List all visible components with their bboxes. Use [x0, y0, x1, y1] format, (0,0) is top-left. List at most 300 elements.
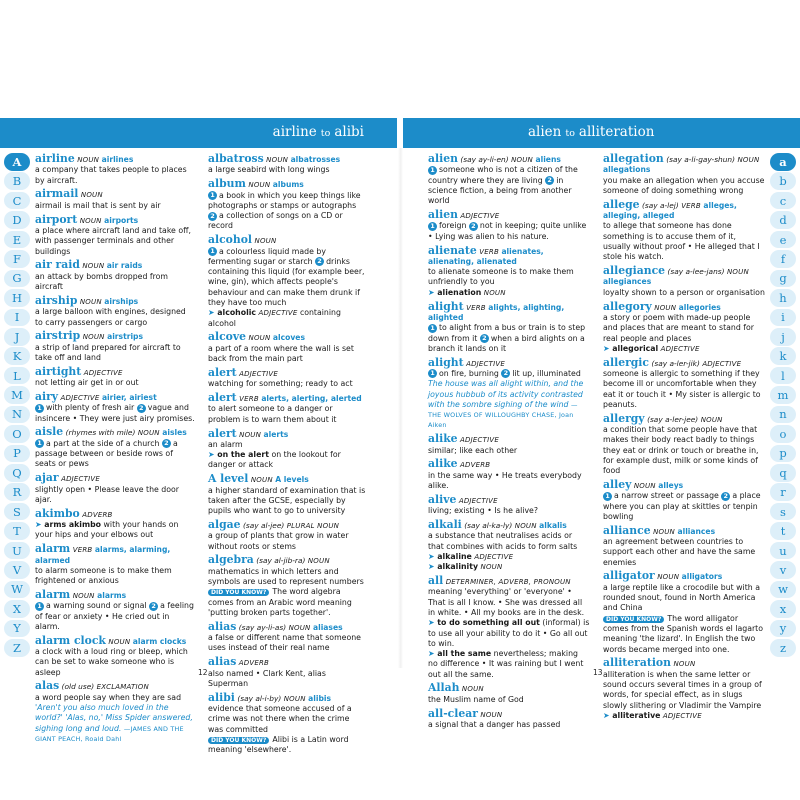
- page-number-right: 13: [593, 668, 603, 677]
- definition: a place where you can play at skittles or tenpin bowling: [603, 491, 761, 521]
- part-of-speech: VERB: [72, 546, 93, 555]
- headword[interactable]: alight: [428, 355, 464, 369]
- derived-form: [208, 308, 366, 329]
- part-of-speech: NOUN: [80, 191, 103, 200]
- definition: in science fiction, a being from another world: [428, 175, 572, 206]
- headword[interactable]: airline: [35, 152, 75, 165]
- alphabet-tab-a[interactable]: A: [4, 153, 30, 171]
- entry-head: [208, 153, 366, 165]
- part-of-speech: VERB: [239, 395, 259, 404]
- headword[interactable]: alight: [428, 299, 464, 313]
- dictionary-entry: [208, 621, 366, 654]
- definition: a false or different name that someone uses instead of their real name: [208, 633, 361, 653]
- headword[interactable]: aisle: [35, 425, 64, 439]
- range-end-word: alibi: [334, 124, 364, 140]
- headword[interactable]: allergic: [603, 355, 649, 369]
- alphabet-tab-p[interactable]: p: [770, 445, 796, 463]
- pronunciation: (say a-lej): [641, 200, 679, 210]
- headword[interactable]: A level: [208, 472, 249, 486]
- definition: a part of a room where the wall is set back from the main part: [208, 343, 354, 364]
- entry-head: [35, 366, 195, 378]
- alphabet-tab-o[interactable]: O: [4, 425, 30, 443]
- dictionary-entry: [208, 656, 366, 689]
- headword[interactable]: alert: [208, 426, 237, 440]
- entry-head: [428, 433, 590, 445]
- definition: slightly open • Please leave the door ajar.: [35, 484, 179, 504]
- column-4: [603, 152, 765, 720]
- pronunciation: (say a-ler-jee): [647, 414, 699, 424]
- definition-text: [35, 693, 195, 703]
- derived-label: arms akimbo: [44, 520, 102, 530]
- derived-label: alienation: [437, 287, 482, 297]
- alphabet-tab-b[interactable]: b: [770, 172, 796, 190]
- headword[interactable]: air raid: [35, 258, 80, 272]
- dictionary-entry: [35, 366, 195, 389]
- alphabet-tab-v[interactable]: V: [4, 561, 30, 579]
- dictionary-entry: [208, 331, 366, 364]
- arrow-icon: ➤: [603, 710, 610, 720]
- part-of-speech: VERB: [479, 247, 499, 256]
- dictionary-entry: [35, 472, 195, 505]
- definition: to allege that someone has done something is to accuse them of it, usually without proof • He alleged that I stole his watch.: [603, 221, 760, 262]
- headword[interactable]: allegory: [603, 299, 652, 313]
- headword[interactable]: alien: [428, 152, 458, 165]
- quotation-source: —JAMES AND THE GIANT PEACH, Roald Dahl: [35, 724, 184, 743]
- derived-word: [428, 288, 481, 297]
- derived-definition: containing alcohol: [208, 308, 341, 328]
- alphabet-tab-x[interactable]: x: [770, 600, 796, 618]
- definition-text: [208, 379, 366, 389]
- definition-text: [35, 307, 195, 328]
- left-page-range: [273, 124, 364, 140]
- derived-form: [208, 450, 366, 471]
- derived-pos: ADJECTIVE: [662, 711, 702, 720]
- alphabet-tab-s[interactable]: s: [770, 503, 796, 521]
- dictionary-entry: [35, 188, 195, 211]
- headword[interactable]: airstrip: [35, 329, 81, 343]
- inflections: alleges, alleging, alleged: [603, 200, 737, 221]
- alphabet-tab-l[interactable]: l: [770, 367, 796, 385]
- entry-head: [35, 259, 195, 271]
- alphabet-tab-t[interactable]: t: [770, 522, 796, 540]
- alphabet-tab-g[interactable]: g: [770, 270, 796, 288]
- definition-text: [428, 323, 590, 354]
- dictionary-entry: [428, 209, 590, 242]
- entry-head: [35, 426, 195, 438]
- dictionary-entry: [603, 265, 765, 298]
- part-of-speech: NOUN: [726, 268, 749, 277]
- alphabet-tab-t[interactable]: T: [4, 522, 30, 540]
- inflections: alerts, alerting, alerted: [261, 394, 362, 404]
- range-start-word: alien: [528, 124, 562, 140]
- part-of-speech: ADVERB: [82, 510, 113, 519]
- alphabet-tab-s[interactable]: S: [4, 503, 30, 521]
- entry-head: [603, 570, 765, 582]
- inflections: albums: [272, 180, 304, 190]
- definition: in the same way • He treats everybody alike.: [428, 470, 582, 491]
- alphabet-tab-q[interactable]: q: [770, 464, 796, 482]
- column-1: [35, 152, 195, 743]
- alphabet-tab-i[interactable]: i: [770, 309, 796, 327]
- headword[interactable]: alienate: [428, 243, 477, 257]
- alphabet-tab-g[interactable]: G: [4, 270, 30, 288]
- entry-head: [428, 519, 590, 531]
- definition-text: [208, 633, 366, 654]
- sense-number-badge: 1: [35, 404, 44, 413]
- headword[interactable]: algae: [208, 518, 241, 531]
- part-of-speech: VERB: [466, 303, 486, 312]
- inflections: A levels: [275, 475, 309, 485]
- entry-head: [208, 554, 366, 566]
- derived-word: [208, 308, 256, 317]
- part-of-speech: ADJECTIVE: [83, 368, 123, 377]
- arrow-icon: ➤: [208, 450, 215, 460]
- headword[interactable]: allergy: [603, 411, 645, 425]
- alphabet-tab-i[interactable]: I: [4, 309, 30, 327]
- alphabet-tab-j[interactable]: j: [770, 328, 796, 346]
- inflections: aliens: [535, 155, 561, 164]
- dictionary-entry: [35, 543, 195, 586]
- definition: to alight from a bus or train is to step down from it: [428, 323, 586, 343]
- dictionary-entry: [208, 473, 366, 516]
- part-of-speech: NOUN: [654, 303, 677, 312]
- entry-head: [603, 153, 765, 176]
- headword[interactable]: albatross: [208, 152, 264, 165]
- derived-definition: nevertheless; making no difference • It was raining but I went out all the same.: [428, 649, 584, 679]
- headword[interactable]: alligator: [603, 569, 655, 583]
- alphabet-tab-j[interactable]: J: [4, 328, 30, 346]
- definition: not in keeping; quite unlike • Lying was alien to his nature.: [428, 221, 587, 241]
- definition: a large seabird with long wings: [208, 165, 330, 175]
- dictionary-entry: [428, 301, 590, 355]
- inflections: airlines: [101, 155, 134, 164]
- definition-text: [428, 720, 590, 730]
- entry-head: [35, 391, 195, 403]
- headword[interactable]: alias: [208, 655, 237, 669]
- dictionary-entry: [208, 692, 366, 756]
- inflections: airstrips: [107, 332, 144, 342]
- alphabet-tab-c[interactable]: c: [770, 192, 796, 210]
- alphabet-tab-z[interactable]: z: [770, 639, 796, 657]
- headword[interactable]: alarm: [35, 542, 71, 556]
- part-of-speech: DETERMINER, ADVERB, PRONOUN: [445, 578, 571, 587]
- definition-text: [208, 191, 366, 232]
- headword[interactable]: allegation: [603, 152, 664, 165]
- headword[interactable]: alert: [208, 365, 237, 379]
- alphabet-tab-b[interactable]: B: [4, 172, 30, 190]
- derived-word: [603, 711, 660, 720]
- quotation: The house was all alight within, and the joyous hubbub of its activity contrasted with the sombre sighing of the wind: [428, 379, 584, 409]
- derived-form: [428, 618, 590, 649]
- entry-head: [35, 153, 195, 165]
- entry-head: [208, 473, 366, 485]
- pronunciation: (old use): [61, 682, 95, 692]
- part-of-speech: NOUN: [239, 430, 262, 439]
- headword[interactable]: album: [208, 177, 246, 191]
- quotation-block: [35, 703, 195, 744]
- definition-text: [603, 583, 765, 614]
- headword[interactable]: alive: [428, 492, 457, 506]
- dictionary-entry: [428, 519, 590, 573]
- part-of-speech: ADJECTIVE: [466, 359, 505, 368]
- derived-definition: with your hands on your hips and your elbows out: [35, 520, 179, 540]
- sense-number-badge: 2: [501, 369, 510, 378]
- entry-head: [428, 458, 590, 470]
- entry-head: [428, 682, 590, 694]
- arrow-icon: ➤: [428, 551, 435, 561]
- entry-head: [208, 234, 366, 246]
- definition-text: [603, 491, 765, 522]
- part-of-speech: NOUN: [254, 237, 277, 246]
- headword[interactable]: all: [428, 574, 444, 588]
- part-of-speech: NOUN: [79, 297, 102, 306]
- definition-text: [208, 486, 366, 517]
- entry-head: [603, 199, 765, 222]
- headword[interactable]: alliteration: [603, 656, 671, 670]
- arrow-icon: ➤: [428, 649, 435, 659]
- headword[interactable]: alarm clock: [35, 633, 106, 647]
- headword[interactable]: allege: [603, 197, 640, 211]
- headword[interactable]: alert: [208, 391, 237, 405]
- definition: a book in which you keep things like photographs or stamps or autographs: [208, 190, 361, 210]
- alphabet-tab-f[interactable]: f: [770, 250, 796, 268]
- dictionary-entry: [208, 178, 366, 232]
- alphabet-tab-m[interactable]: m: [770, 386, 796, 404]
- alphabet-tab-d[interactable]: d: [770, 211, 796, 229]
- alphabet-tab-u[interactable]: U: [4, 542, 30, 560]
- part-of-speech: NOUN: [82, 262, 105, 271]
- derived-label: all the same: [437, 649, 492, 659]
- arrow-icon: ➤: [603, 343, 610, 353]
- entry-head: [35, 508, 195, 520]
- dictionary-entry: [208, 392, 366, 425]
- part-of-speech: NOUN: [72, 591, 95, 600]
- part-of-speech: ADJECTIVE: [61, 475, 100, 484]
- headword[interactable]: alcove: [208, 330, 247, 344]
- definition-text: [35, 165, 195, 186]
- part-of-speech: EXCLAMATION: [96, 683, 149, 692]
- arrow-icon: ➤: [428, 287, 435, 297]
- alphabet-tab-h[interactable]: H: [4, 289, 30, 307]
- sense-number-badge: 2: [721, 492, 730, 501]
- sense-number-badge: 1: [603, 492, 612, 501]
- part-of-speech: ADJECTIVE: [702, 359, 742, 368]
- definition-text: [35, 343, 195, 364]
- entry-head: [208, 367, 366, 379]
- alphabet-tab-w[interactable]: W: [4, 581, 30, 599]
- definition-text: [603, 369, 765, 410]
- dictionary-entry: [208, 554, 366, 618]
- headword[interactable]: alkali: [428, 518, 462, 531]
- definition-text: [208, 404, 366, 425]
- definition-text: [603, 288, 765, 298]
- headword[interactable]: alien: [428, 208, 458, 222]
- entry-head: [208, 621, 366, 633]
- alphabet-tab-f[interactable]: F: [4, 250, 30, 268]
- alphabet-tab-p[interactable]: P: [4, 445, 30, 463]
- definition: a clock with a loud ring or bleep, which can be set to wake someone who is asleep: [35, 647, 188, 677]
- dictionary-entry: [603, 357, 765, 411]
- alphabet-tab-e[interactable]: e: [770, 231, 796, 249]
- definition: a narrow street or passage: [614, 491, 719, 501]
- part-of-speech: NOUN: [657, 573, 680, 582]
- right-page-range: [528, 124, 654, 140]
- definition: vague and insincere • They were just airy promises.: [35, 403, 195, 423]
- entry-head: [35, 589, 195, 601]
- definition-text: [35, 272, 195, 293]
- pronunciation: (say al-ka-ly): [464, 521, 513, 530]
- entry-head: [208, 331, 366, 343]
- entry-head: [35, 214, 195, 226]
- definition: not letting air get in or out: [35, 378, 139, 388]
- alphabet-tab-o[interactable]: o: [770, 425, 796, 443]
- page-number-left: 12: [198, 668, 208, 677]
- sense-number-badge: 1: [428, 369, 437, 378]
- part-of-speech: ADJECTIVE: [239, 369, 279, 378]
- alphabet-tab-u[interactable]: u: [770, 542, 796, 560]
- derived-pos: ADJECTIVE: [258, 309, 298, 318]
- definition-text: [428, 369, 590, 379]
- entry-head: [428, 153, 590, 165]
- headword[interactable]: alike: [428, 432, 458, 446]
- pronunciation: (say a-ler-jik): [651, 358, 700, 368]
- sense-number-badge: 2: [208, 212, 217, 221]
- definition: an alarm: [208, 439, 243, 449]
- derived-form: [603, 344, 765, 354]
- pronunciation: (say ay-li-as): [238, 622, 287, 632]
- definition: foreign: [439, 221, 467, 231]
- alphabet-tab-l[interactable]: L: [4, 367, 30, 385]
- headword[interactable]: ajar: [35, 471, 59, 485]
- headword[interactable]: alias: [208, 619, 237, 633]
- inflections: airier, airiest: [101, 393, 157, 402]
- definition: someone who is not a citizen of the country where they are living: [428, 165, 578, 185]
- dictionary-entry: [428, 458, 590, 491]
- headword[interactable]: alley: [603, 477, 632, 491]
- definition: lit up, illuminated: [512, 368, 581, 378]
- definition: a strip of land prepared for aircraft to take off and land: [35, 342, 181, 363]
- inflections: alleys: [658, 480, 684, 490]
- entry-head: [35, 188, 195, 200]
- derived-label: allegorical: [612, 343, 659, 353]
- inflections: alienates, alienating, alienated: [428, 246, 544, 266]
- alphabet-tab-k[interactable]: K: [4, 347, 30, 365]
- sense-number-badge: 1: [208, 247, 217, 256]
- did-you-know-badge: DID YOU KNOW?: [208, 589, 269, 596]
- entry-head: [428, 301, 590, 324]
- dictionary-entry: [428, 153, 590, 207]
- headword[interactable]: allegiance: [603, 264, 666, 278]
- alphabet-tab-c[interactable]: C: [4, 192, 30, 210]
- alphabet-tab-y[interactable]: Y: [4, 620, 30, 638]
- pronunciation: (say a-lee-jans): [667, 267, 725, 277]
- inflections: allegations: [603, 165, 651, 175]
- definition: a collection of songs on a CD or record: [208, 211, 343, 231]
- alphabet-tab-z[interactable]: Z: [4, 639, 30, 657]
- alphabet-tab-m[interactable]: M: [4, 386, 30, 404]
- alphabet-tab-r[interactable]: R: [4, 483, 30, 501]
- headword[interactable]: alarm: [35, 587, 71, 601]
- dictionary-entry: [35, 635, 195, 678]
- headword[interactable]: alliance: [603, 523, 651, 537]
- inflections: aliases: [312, 622, 343, 632]
- definition: living; existing • Is he alive?: [428, 506, 538, 516]
- arrow-icon: ➤: [428, 618, 435, 628]
- derived-form: [428, 288, 590, 298]
- sense-number-badge: 1: [208, 191, 217, 200]
- headword[interactable]: airy: [35, 390, 59, 403]
- headword[interactable]: alike: [428, 457, 458, 471]
- headword[interactable]: airtight: [35, 364, 82, 378]
- sense-number-badge: 2: [545, 176, 554, 185]
- definition-text: [603, 670, 765, 711]
- headword[interactable]: Allah: [428, 681, 460, 695]
- headword[interactable]: alibi: [208, 690, 235, 704]
- headword[interactable]: alas: [35, 679, 60, 693]
- definition-text: [35, 201, 195, 211]
- alphabet-tab-x[interactable]: X: [4, 600, 30, 618]
- alphabet-tab-y[interactable]: y: [770, 620, 796, 638]
- entry-head: [603, 301, 765, 313]
- sense-number-badge: 2: [469, 222, 478, 231]
- definition-text: [428, 221, 590, 242]
- inflections: albatrosses: [290, 155, 341, 164]
- dictionary-entry: [603, 301, 765, 355]
- entry-head: [35, 543, 195, 566]
- definition-text: [35, 403, 195, 424]
- entry-head: [603, 357, 765, 369]
- headword[interactable]: akimbo: [35, 506, 80, 520]
- headword[interactable]: all-clear: [428, 706, 478, 720]
- definition-text: [428, 165, 590, 206]
- definition-text: [428, 446, 590, 456]
- headword[interactable]: algebra: [208, 553, 254, 567]
- alphabet-tab-v[interactable]: v: [770, 561, 796, 579]
- arrow-icon: ➤: [35, 520, 42, 530]
- pronunciation: (say al-i-by): [237, 693, 282, 703]
- alphabet-tab-d[interactable]: D: [4, 211, 30, 229]
- headword[interactable]: airship: [35, 293, 78, 307]
- alphabet-tab-w[interactable]: w: [770, 581, 796, 599]
- definition: similar; like each other: [428, 445, 518, 455]
- entry-head: [35, 635, 195, 647]
- headword[interactable]: alcohol: [208, 233, 253, 247]
- derived-label: alkaline: [437, 551, 472, 561]
- part-of-speech: ADJECTIVE: [460, 436, 499, 445]
- sense-number-badge: 2: [137, 404, 146, 413]
- dictionary-entry: [35, 153, 195, 186]
- alphabet-tab-e[interactable]: E: [4, 231, 30, 249]
- derived-label: alcoholic: [217, 308, 257, 318]
- dictionary-entry: [428, 357, 590, 431]
- part-of-speech: NOUN: [700, 415, 723, 424]
- headword[interactable]: airmail: [35, 187, 79, 201]
- dictionary-entry: [35, 295, 195, 328]
- alphabet-tab-n[interactable]: N: [4, 406, 30, 424]
- alphabet-tab-q[interactable]: Q: [4, 464, 30, 482]
- definition: loyalty shown to a person or organisation: [603, 287, 765, 297]
- dictionary-entry: [208, 367, 366, 390]
- alphabet-tab-k[interactable]: k: [770, 347, 796, 365]
- definition: drinks containing this liquid (for example beer, wine, gin), which affects people's behaviour and can make them drunk if they have too much: [208, 256, 365, 308]
- alphabet-tab-h[interactable]: h: [770, 289, 796, 307]
- alphabet-tab-n[interactable]: n: [770, 406, 796, 424]
- alphabet-tab-a[interactable]: a: [770, 153, 796, 171]
- headword[interactable]: airport: [35, 212, 78, 226]
- definition-text: [603, 425, 765, 476]
- part-of-speech: NOUN: [283, 694, 306, 703]
- alphabet-tab-r[interactable]: r: [770, 483, 796, 501]
